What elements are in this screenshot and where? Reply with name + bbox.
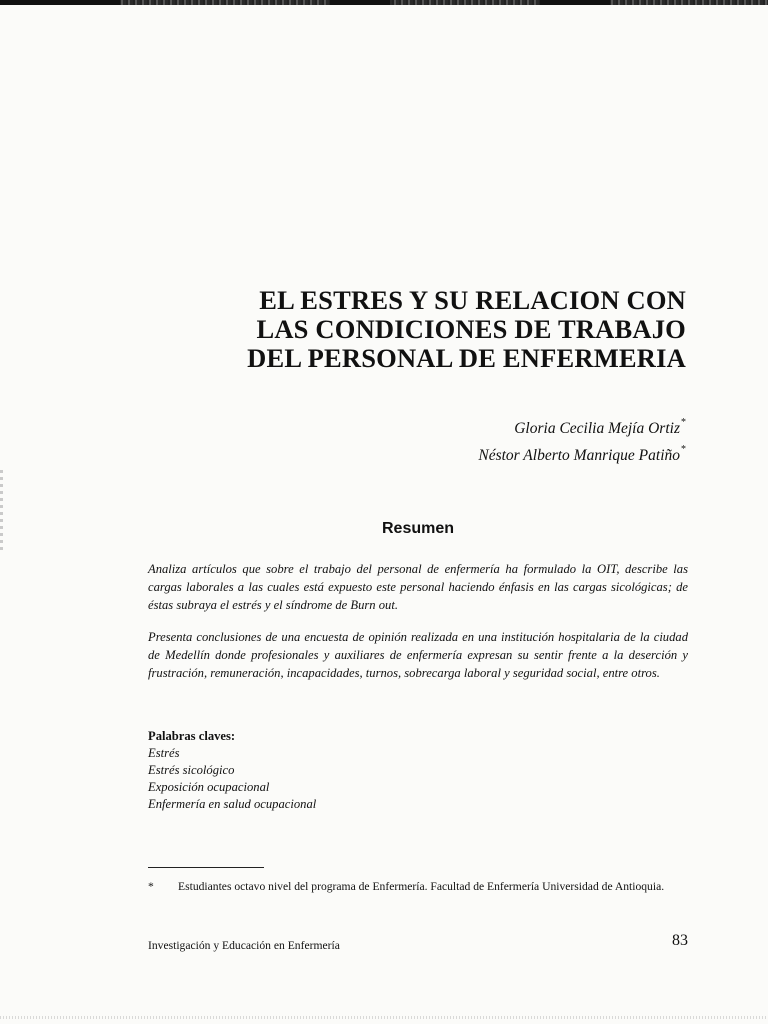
author-1-footnote-mark: * <box>681 417 686 428</box>
footnote-mark: * <box>148 880 154 893</box>
abstract-paragraph-2: Presenta conclusiones de una encuesta de opinión realizada en una institución hospitalaria de la ciudad de Medellín donde profesionales y auxiliares de enfermería expresan su sentir frente a la deserción y frustración, remuneración, incapacidades, turnos, sobrecarga laboral y seguridad social, entre otros. <box>148 630 688 680</box>
page-number: 83 <box>672 932 688 949</box>
keyword-item: Estrés sicológico <box>148 763 235 777</box>
keyword-item: Exposición ocupacional <box>148 780 270 794</box>
footnote <box>148 878 688 895</box>
author-list <box>300 412 686 466</box>
journal-name: Investigación y Educación en Enfermería <box>148 939 340 952</box>
footnote-divider <box>148 867 264 868</box>
keyword-item: Estrés <box>148 746 180 760</box>
abstract-paragraph-1: Analiza artículos que sobre el trabajo del personal de enfermería ha formulado la OIT, describe las cargas laborales a las cuales está expuesto este personal haciendo énfasis en las cargas sicológicas; de éstas subraya el estrés y el síndrome de Burn out. <box>148 562 688 612</box>
scan-edge-bottom <box>0 1016 768 1019</box>
title-line-1: EL ESTRES Y SU RELACION CON <box>259 285 686 315</box>
author-2-footnote-mark: * <box>681 444 686 455</box>
title-line-3: DEL PERSONAL DE ENFERMERIA <box>247 343 686 373</box>
abstract-heading: Resumen <box>381 520 455 537</box>
keyword-item: Enfermería en salud ocupacional <box>148 797 317 811</box>
author-2: Néstor Alberto Manrique Patiño* <box>478 444 686 464</box>
keywords-section <box>148 728 548 813</box>
title-line-2: LAS CONDICIONES DE TRABAJO <box>256 314 686 344</box>
scan-edge-top <box>0 0 768 5</box>
scan-edge-left <box>0 470 3 550</box>
author-1: Gloria Cecilia Mejía Ortiz* <box>514 417 686 437</box>
article-title <box>150 286 686 373</box>
keywords-label: Palabras claves: <box>148 729 236 743</box>
abstract-body <box>148 560 688 696</box>
footnote-text: Estudiantes octavo nivel del programa de Enfermería. Facultad de Enfermería Universidad de Antioquia. <box>178 880 665 893</box>
